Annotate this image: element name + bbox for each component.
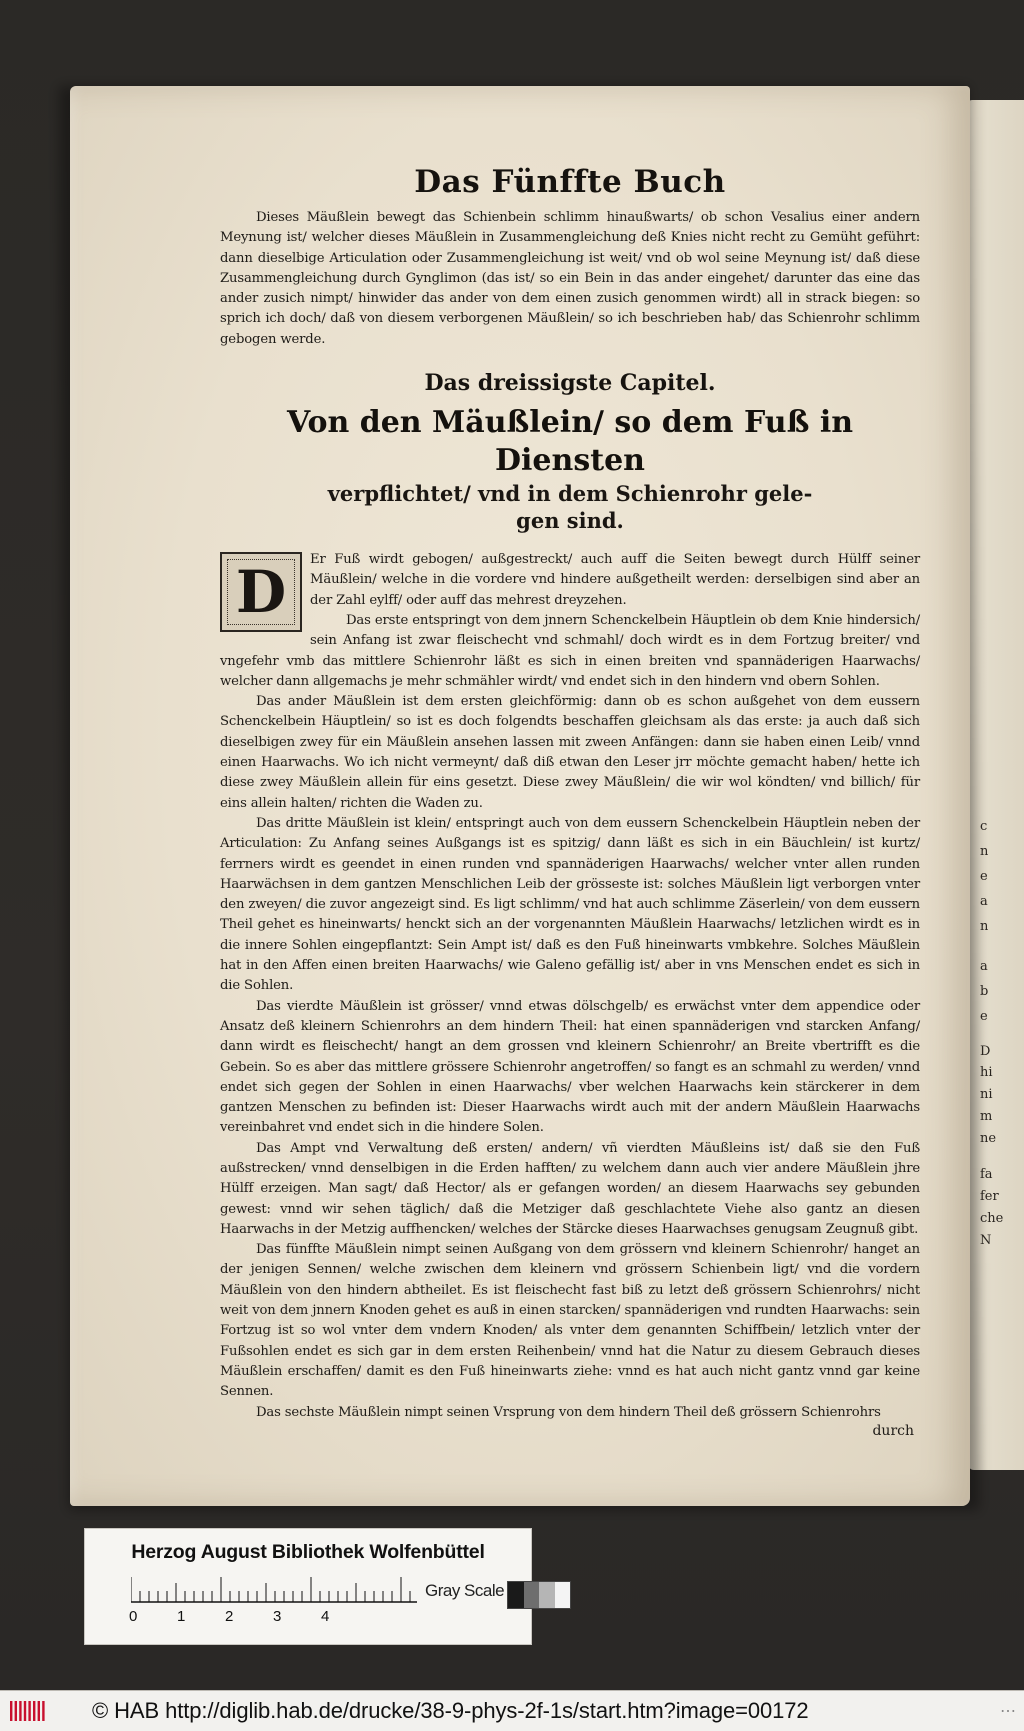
next-page-fragment: hi — [980, 1065, 993, 1080]
copyright-url[interactable]: © HAB http://diglib.hab.de/drucke/38-9-phys-2f-1s/start.htm?image=00172 — [92, 1698, 809, 1723]
book-page — [70, 86, 970, 1506]
viewer-footer-bar — [0, 1690, 1024, 1731]
next-page-fragment: ni — [980, 1087, 993, 1102]
gray-swatch — [539, 1582, 555, 1608]
scale-number: 3 — [273, 1608, 282, 1625]
paragraph: Das sechste Mäußlein nimpt seinen Vrsprung von dem hindern Theil deß grössern Schienrohrs — [256, 1404, 881, 1420]
paragraph: Das fünffte Mäußlein nimpt seinen Außgang von dem grössern vnd kleinern Schienrohr/ hanget an der jenigen Sennen/ welche zwischen dem kleinern vnd grössern Schienbein ligt/ vnd die vordern Mäußlein von den hindern abtheilet. Es ist fleischecht fast biß zu letzt deß grössern Schienrohrs/ nicht weit von dem jnnern Knoden gehet es auß in einen starcken/ spannäderigen vnd rundten Haarwachs: sein Fortzug ist so wol vnter dem vndern Knoden/ als vnter dem genannten Schiffbein/ letzlich vnter der Fußsohlen endet es sich gar in dem ersten Reihenbein/ vnnd hat die Natur zu diesem Gebrauch dieses Mäußlein erschaffen/ damit es den Fuß hineinwarts ziehe: vnnd es hat auch nicht gantz vnnd gar keine Sennen. — [220, 1242, 920, 1400]
gray-swatch — [555, 1582, 571, 1608]
next-page-fragment: che — [980, 1211, 1004, 1226]
next-page-fragment: ne — [980, 1131, 997, 1146]
logo-bar — [19, 1701, 21, 1721]
scale-number: 4 — [321, 1608, 330, 1625]
chapter-title-line-3: gen sind. — [516, 508, 624, 534]
gray-scale-swatches — [507, 1581, 571, 1609]
running-head: Das Fünffte Buch — [414, 164, 726, 200]
chapter-label: Das dreissigste Capitel. — [424, 370, 716, 397]
paragraph: Das vierdte Mäußlein ist grösser/ vnnd etwas dölschgelb/ es erwächst vnter dem appendice oder Ansatz deß kleinern Schienrohrs an dem hindern Theil: hat einen spannäderigen vnd starcken Anfang/ dann wirdt es fleischecht/ hangt an dem grossen vnd kleinern Schienrohr/ an Breite vbertrifft es die Gebein. So es aber das mittlere grössere Schienrohr angetroffen/ so fangt es an schmahl zu werden/ vnnd endet sich gegen der Sohlen in einen Haarwachs/ vber welchen Haarwachs kein stärckerer in dem gantzen Menschen zu befinden ist: Dieser Haarwachs wirdt auch mit der andern Mäußlein Haarwachs vereinbahret vnd endet sich in die hindere Solen. — [220, 998, 920, 1136]
scale-number: 0 — [129, 1608, 138, 1625]
paragraph: Er Fuß wirdt gebogen/ außgestreckt/ auch auff die Seiten bewegt durch Hülff seiner Mäußlein/ welche in die vordere vnd hindere außgetheilt werden: derselbigen sind aber an der Zahl eylff/ oder auff das mehrest dreyzehen. — [310, 552, 920, 608]
more-options-icon[interactable]: ⋯ — [1000, 1703, 1016, 1720]
logo-bar — [15, 1701, 17, 1721]
logo-bar — [42, 1701, 44, 1721]
next-page-fragment: N — [980, 1233, 992, 1248]
chapter-title: Von den Mäußlein/ so dem Fuß in Diensten — [286, 405, 854, 479]
hab-logo-icon[interactable] — [8, 1699, 48, 1723]
decorated-initial — [220, 552, 302, 632]
next-page-fragment: D — [980, 1044, 991, 1059]
paragraph: Das erste entspringt von dem jnnern Schenckelbein Häuptlein ob dem Knie hindersich/ sein Anfang ist zwar fleischecht vnd schmahl/ doch wirdt es in dem Fortzug breiter/ vnd vngefehr vmb das mittlere Schienrohr läßt es sich in einen breiten vnd spannäderigen Haarwachs/ welcher dann allgemachs je mehr schmähler wirdt/ vnd endet sich in den hindern vnd obern Sohlen. — [220, 612, 920, 689]
next-page-fragment: c — [980, 819, 988, 834]
logo-bar — [24, 1701, 26, 1721]
logo-bar — [38, 1701, 40, 1721]
next-page-fragment: a — [980, 959, 988, 974]
gray-swatch — [524, 1582, 540, 1608]
catchword: durch — [872, 1422, 914, 1439]
scale-ruler — [131, 1577, 417, 1603]
page-text-block — [220, 164, 920, 1439]
logo-bar — [10, 1701, 12, 1721]
next-page-fragment: fer — [980, 1189, 999, 1204]
color-calibration-card — [84, 1528, 532, 1645]
next-page-fragment: a — [980, 894, 988, 909]
gray-scale-label: Gray Scale — [425, 1581, 505, 1600]
paragraph: Das Ampt vnd Verwaltung deß ersten/ andern/ vñ vierdten Mäußleins ist/ daß sie den Fuß außstrecken/ vnnd denselbigen in die Erden hafften/ zu welchem dann auch vier andere Mäußlein jhre Hülff erzeigen. Man sagt/ daß Hector/ als er gefangen worden/ an diesem Haarwachs sey gebunden gewest: vnnd wir sehen täglich/ daß die Metziger daß geschlachtete Viehe also gantz an diesen Haarwachs in der Metzig auffhencken/ welches der Stärcke dieses Haarwachses genugsam Zeugnuß gibt. — [220, 1140, 920, 1237]
gray-swatch — [508, 1582, 524, 1608]
next-page-fragment: e — [980, 1009, 988, 1024]
institution-name: Herzog August Bibliothek Wolfenbüttel — [131, 1541, 485, 1563]
paragraph: Das ander Mäußlein ist dem ersten gleichförmig: dann ob es schon außgehet von dem eussern Schenckelbein Häuptlein/ so ist es doch folgendts beschaffen gleichsam als das erste: ja auch daß sich dieselbigen zwey für ein Mäußlein ansehen lassen mit zween Anfängen: dann sie haben einen Leib/ vnnd einen Haarwachs. Wo ich nicht vermeynt/ daß diß etwan den Leser jrr möchte gemacht haben/ hette ich diese zwey Mäußlein allein für eins gesetzt. Diese zwey Mäußlein/ die wir wol köndten/ vnd billich/ für eins allein halten/ richten die Waden zu. — [220, 694, 920, 811]
next-page-fragment: e — [980, 869, 988, 884]
logo-bar — [28, 1701, 30, 1721]
paragraph: Das dritte Mäußlein ist klein/ entspringt auch von dem eussern Schenckelbein Häuptlein neben der Articulation: Zu Anfang seines Außgangs ist es spitzig/ dann läßt es sich in ein Bäuchlein/ ist kurtz/ ferrners wirdt es geendet in einen runden vnd spannäderigen Haarwachs/ welcher vnter allen runden Haarwächsen in dem gantzen Menschlichen Leib der grösseste ist: solches Mäußlein ligt verborgen vnter den zweyen/ die zuvor angezeigt sind. Es ligt schlimm/ vnd hat auch schlimme Zäserlein/ von dem eussern Theil gehet es hineinwarts/ henckt sich an der vorgenannten Mäußlein Haarwachs/ letzlichen wirdt es in die innere Sohlen eingepflantzt: Sein Ampt ist/ daß es den Fuß hineinwarts vmbkehre. Solches Mäußlein hat in den Affen einen breiten Haarwachs/ wie Galeno gefällig ist/ aber in vns Menschen endet es sich in die Sohlen. — [220, 815, 920, 994]
intro-paragraph: Dieses Mäußlein bewegt das Schienbein schlimm hinaußwarts/ ob schon Vesalius einer andern Meynung ist/ welcher dieses Mäußlein in Zusammengleichung deß Knies nicht recht zu Gemüht geführt: dann dieselbige Articulation oder Zusammengleichung ist weit/ vnd ob wol seine Meynung ist/ daß diese Zusammengleichung durch Gynglimon (das ist/ so ein Bein in das ander eingehet/ darunter das eine das ander zusich nimpt/ hinwider das ander von dem einen zusich genommen wirdt) all in strack biegen: so sprich ich doch/ daß von diesem verborgenen Mäußlein/ so ich beschrieben hab/ das Schienrohr schlimm gebogen werde. — [220, 210, 920, 347]
decorated-initial-letter: D — [235, 558, 287, 627]
next-page-fragment: n — [980, 919, 989, 934]
next-page-fragment: fa — [980, 1167, 993, 1182]
next-page-fragment: b — [980, 984, 989, 999]
chapter-title-line-2: verpflichtet/ vnd in dem Schienrohr gele- — [327, 481, 813, 507]
logo-bar — [33, 1701, 35, 1721]
next-page-fragment: m — [980, 1109, 993, 1124]
scale-number: 1 — [177, 1608, 186, 1625]
next-page-fragment: n — [980, 844, 989, 859]
scale-number: 2 — [225, 1608, 234, 1625]
